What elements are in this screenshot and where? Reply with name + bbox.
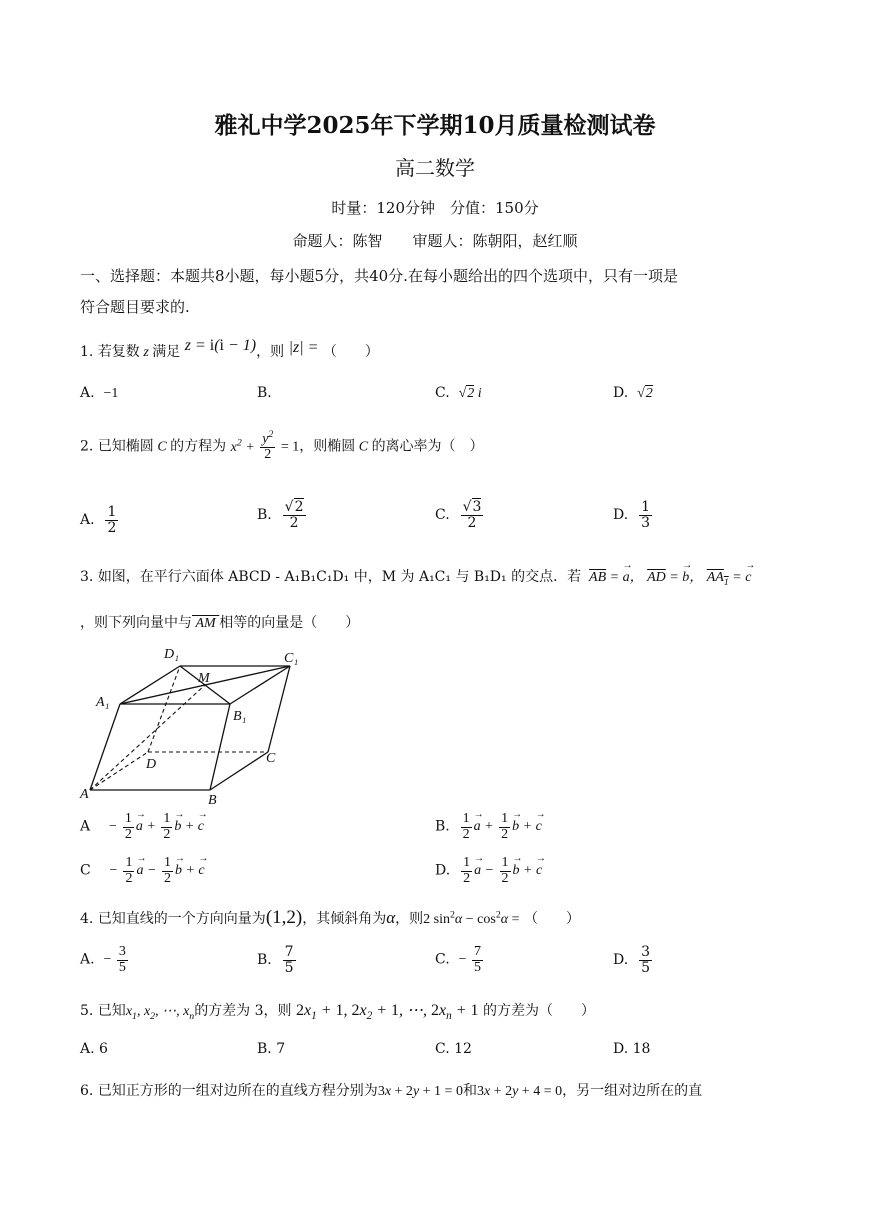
q4-option-c[interactable]: C. − $\frac{7}{5}$ bbox=[435, 944, 481, 975]
authors-info: 命题人：陈智 审题人：陈朝阳，赵红顺 bbox=[292, 232, 578, 250]
parallelepiped-figure bbox=[78, 640, 318, 810]
question-4: 4. 已知直线的一个方向向量为(1,2)，其倾斜角为α，则2 $\sin^2\alpha - \cos^2\alpha$ = （ ） bbox=[80, 907, 580, 928]
question-1: 1. 若复数 z 满足 z = i(i − 1)，则 |z| = （ ） bbox=[80, 337, 379, 360]
q2-option-c[interactable]: C. $\frac{√3}{2}$ bbox=[435, 499, 482, 531]
q5-option-b[interactable]: B. 7 bbox=[257, 1041, 286, 1057]
question-3-cont: ，则下列向量中与 AM 相等的向量是（ ） bbox=[80, 615, 360, 631]
q2-option-d[interactable]: D. $\frac{1}{3}$ bbox=[613, 499, 651, 531]
q3-option-d[interactable]: D. $\frac{1}{2}$ → a − $\frac{1}{2}$ → b + → c bbox=[435, 856, 542, 886]
subject-title: 高二数学 bbox=[395, 156, 475, 180]
label-c1: C₁ bbox=[284, 651, 299, 666]
label-c: C bbox=[266, 751, 276, 766]
label-d: D bbox=[146, 757, 157, 772]
q2-option-a[interactable]: A. $\frac{1}{2}$ bbox=[80, 504, 117, 536]
q5-option-c[interactable]: C. 12 bbox=[435, 1041, 472, 1057]
question-2: 2. 已知椭圆 C 的方程为 $x^2$ + $\frac{y^2}{2}$ = 1，则椭圆 C 的离心率为（ ） bbox=[80, 429, 484, 463]
label-b: B bbox=[208, 793, 217, 808]
q4-option-a[interactable]: A. − $\frac{3}{5}$ bbox=[80, 944, 126, 975]
q5-option-d[interactable]: D. 18 bbox=[613, 1041, 651, 1057]
label-a: A bbox=[80, 787, 89, 802]
q5-option-a[interactable]: A. 6 bbox=[80, 1041, 108, 1057]
question-5: 5. 已知$x_1$, $x_2$, ⋯, $x_n$的方差为 3，则 $2x_1 + 1$, $2x_2 + 1$, ⋯, $2x_n + 1$ 的方差为（ ） bbox=[80, 1002, 595, 1023]
section-heading-cont: 符合题目要求的. bbox=[80, 298, 190, 316]
label-m: M bbox=[198, 671, 210, 686]
q1-option-a[interactable]: A. −1 bbox=[80, 385, 119, 401]
q3-option-a[interactable]: A − $\frac{1}{2}$ → a + $\frac{1}{2}$ → b + → c bbox=[80, 812, 204, 842]
q3-option-c[interactable]: C − $\frac{1}{2}$ → a − $\frac{1}{2}$ → b + → c bbox=[80, 856, 205, 886]
question-3: 3. 如图，在平行六面体 ABCD - A₁B₁C₁D₁ 中，M 为 A₁C₁ 与 B₁D₁ 的交点．若 $\overline{AB}$ = → a， $\overline{AD}$ = → b， $AA_1$ = → c bbox=[80, 566, 751, 588]
section-heading: 一、选择题：本题共8小题，每小题5分，共40分.在每小题给出的四个选项中，只有一项是 bbox=[80, 267, 678, 285]
label-a1: A₁ bbox=[96, 695, 110, 710]
q1-option-d[interactable]: D. √2 bbox=[613, 385, 653, 401]
q4-option-b[interactable]: B. $\frac{7}{5}$ bbox=[257, 944, 294, 976]
q1-option-c[interactable]: C. √2 i bbox=[435, 385, 482, 401]
q3-option-b[interactable]: B. $\frac{1}{2}$ → a + $\frac{1}{2}$ → b + → c bbox=[435, 812, 542, 842]
question-6: 6. 已知正方形的一组对边所在的直线方程分别为3x + 2y + 1 = 0和3x + 2y + 4 = 0，另一组对边所在的直 bbox=[80, 1083, 703, 1099]
label-b1: B₁ bbox=[233, 709, 247, 724]
q4-option-d[interactable]: D. $\frac{3}{5}$ bbox=[613, 944, 651, 976]
label-d1: D₁ bbox=[164, 647, 179, 662]
exam-title: 雅礼中学2025年下学期10月质量检测试卷 bbox=[214, 112, 656, 139]
time-info: 时量：120分钟 分值：150分 bbox=[331, 199, 539, 217]
q2-option-b[interactable]: B. $\frac{√2}{2}$ bbox=[257, 499, 304, 531]
q1-option-b[interactable]: B. bbox=[257, 385, 272, 401]
